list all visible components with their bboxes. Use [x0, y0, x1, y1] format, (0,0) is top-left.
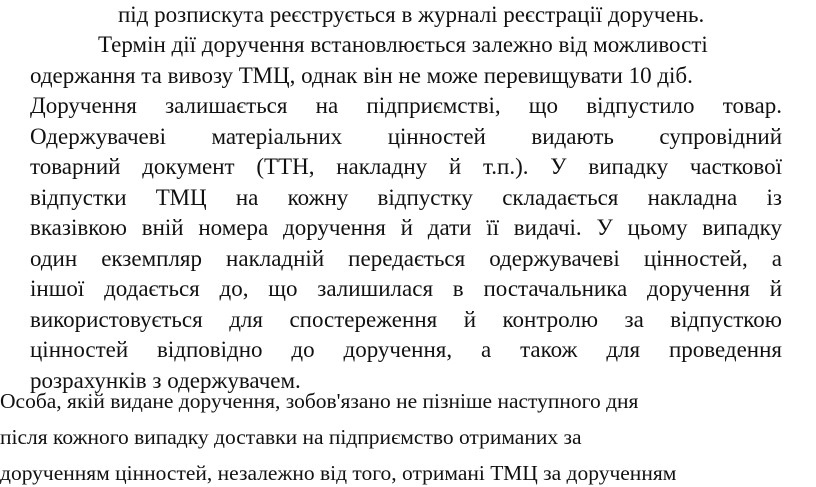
paragraph-1-line-1: під розпискута реєструється в журналі реєстрації доручень. [118, 2, 705, 27]
paragraph-1-line-2: Термін дії доручення встановлюється залежно від можливості [98, 32, 708, 57]
paragraph-1-line-4: Доручення залишається на підприємстві, що відпустило товар. [30, 93, 782, 118]
paragraph-1-line-12: цінностей відповідно до доручення, а також для проведення [30, 337, 782, 362]
paragraph-1-line-8: вказівкою вній номера доручення й дати її видачі. У цьому випадку [30, 215, 782, 240]
paragraph-1-line-7: відпустки ТМЦ на кожну відпустку складається накладна із [30, 185, 782, 210]
paragraph-1-line-3: одержання та вивозу ТМЦ, однак він не може перевищувати 10 діб. [30, 63, 693, 88]
paragraph-1-line-10: іншої додається до, що залишилася в постачальника доручення й [30, 276, 782, 301]
paragraph-1-line-11: використовується для спостереження й контролю за відпусткою [30, 307, 782, 332]
paragraph-1-line-9: один екземпляр накладній передається одержувачеві цінностей, а [30, 246, 782, 271]
paragraph-1-line-13: розрахунків з одержувачем. [30, 368, 301, 393]
paragraph-2-line-3: дорученням цінностей, незалежно від того, отримані ТМЦ за дорученням [0, 461, 677, 485]
paragraph-2-line-2: після кожного випадку доставки на підприємство отриманих за [0, 425, 582, 449]
paragraph-1-line-6: товарний документ (ТТН, накладну й т.п.). У випадку часткової [30, 154, 782, 179]
paragraph-2-line-1: Особа, якій видане доручення, зобов'язано не пізніше наступного дня [0, 389, 639, 413]
paragraph-1-line-5: Одержувачеві матеріальних цінностей видають супровідний [30, 124, 782, 149]
